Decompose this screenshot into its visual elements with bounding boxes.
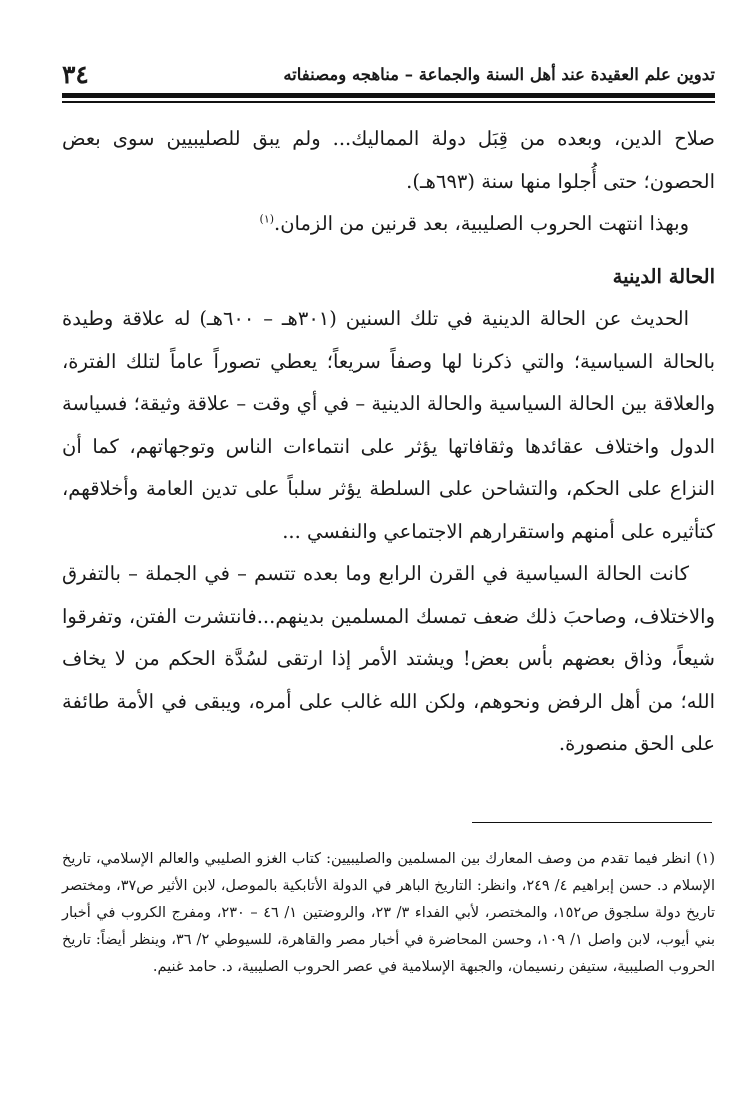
- paragraph: [62, 203, 715, 246]
- footnote: (١) انظر فيما تقدم من وصف المعارك بين المسلمين والصليبيين: كتاب الغزو الصليبي والعالم الإسلامي، تاريخ الإسلام د. حسن إبراهيم ٤/ ٢٤٩، وانظر: التاريخ الباهر في الدولة الأتابكية بالموصل، لابن الأثير ص٣٧، ومختصر تاريخ دولة سلجوق ص١٥٢، والمختصر، لأبي الفداء ٣/ ٢٣، والروضتين ١/ ٤٦ – ٢٣٠، ومفرج الكروب في أخبار بني أيوب، لابن واصل ١/ ١٠٩، وحسن المحاضرة في أخبار مصر والقاهرة، للسيوطي ٢/ ٣٦، وينظر أيضاً: تاريخ الحروب الصليبية، ستيفن رنسيمان، والجبهة الإسلامية في عصر الحروب الصليبية، د. حامد غنيم.: [62, 851, 716, 975]
- paragraph: الحديث عن الحالة الدينية في تلك السنين (٣٠١هـ – ٦٠٠هـ) له علاقة وطيدة بالحالة السياسية؛ والتي ذكرنا لها وصفاً سريعاً؛ يعطي تصوراً عاماً لتلك الفترة، والعلاقة بين الحالة السياسية والحالة الدينية – في أي وقت – علاقة وثيقة؛ فسياسة الدول واختلاف عقائدها وثقافاتها يؤثر على انتماءات الناس وتوجهاتهم، كما أن النزاع على الحكم، والتشاحن على السلطة يؤثر سلباً على تدين العامة وأخلاقهم، كتأثيره على أمنهم واستقرارهم الاجتماعي والنفسي ...: [62, 307, 715, 543]
- section-heading: الحالة الدينية: [612, 264, 715, 288]
- footnote-reference: (١): [259, 212, 275, 226]
- header-rule-thick: [62, 93, 715, 98]
- header-rule-thin: [62, 101, 715, 103]
- page-number: ٣٤: [62, 60, 89, 89]
- paragraph: صلاح الدين، وبعده من قِبَل دولة المماليك... ولم يبق للصليبيين سوى بعض الحصون؛ حتى أُجلوا منها سنة (٦٩٣هـ).: [62, 127, 715, 193]
- page-header: [62, 56, 715, 90]
- footnote-separator: [472, 822, 712, 823]
- footnotes: [62, 846, 715, 981]
- paragraph-text: وبهذا انتهت الحروب الصليبية، بعد قرنين من الزمان.: [274, 212, 689, 235]
- paragraph: كانت الحالة السياسية في القرن الرابع وما بعده تتسم – في الجملة – بالتفرق والاختلاف، وصاحبَ ذلك ضعف تمسك المسلمين بدينهم...فانتشرت الفتن، وتفرقوا شيعاً، وذاق بعضهم بأس بعض! ويشتد الأمر إذا ارتقى لسُدَّة الحكم من لا يخاف الله؛ من أهل الرفض ونحوهم، ولكن الله غالب على أمره، ويبقى في الأمة طائفة على الحق منصورة.: [62, 562, 715, 755]
- main-text: [62, 118, 715, 766]
- running-title: تدوين علم العقيدة عند أهل السنة والجماعة – مناهجه ومصنفاته: [283, 65, 715, 84]
